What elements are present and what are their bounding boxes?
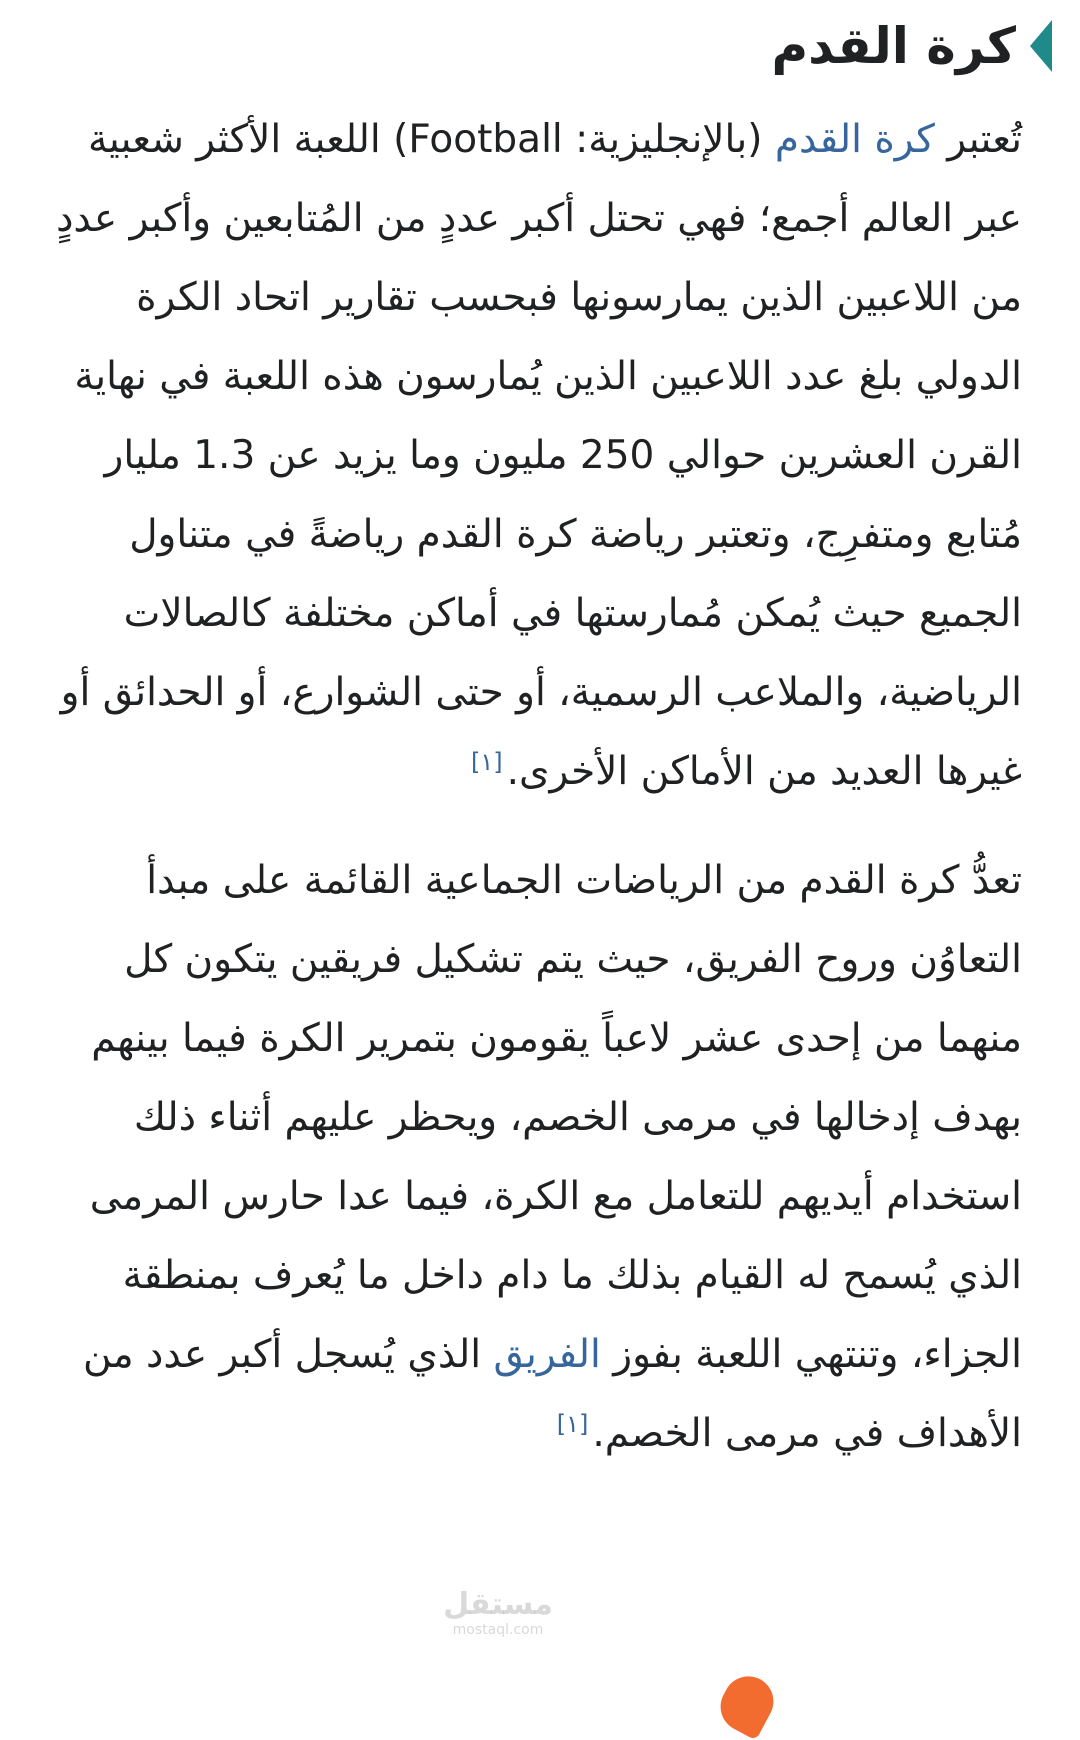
paragraph-1-lead: تُعتبر (934, 117, 1022, 162)
team-link[interactable]: الفريق (493, 1332, 601, 1377)
paragraph-2 (52, 841, 1022, 1473)
section-heading[interactable] (52, 12, 1022, 80)
paragraph-1 (52, 100, 1022, 811)
reference-1-link[interactable]: [١] (470, 748, 503, 776)
watermark-arabic: مستقل (443, 1587, 553, 1622)
caret-left-icon[interactable] (1030, 20, 1052, 72)
section-title: كرة القدم (771, 17, 1016, 75)
paragraph-2-lead: تعدُّ كرة القدم من الرياضات الجماعية القائمة على مبدأ التعاوُن وروح الفريق، حيث يتم تشكيل فريقين يتكون كل منهما من إحدى عشر لاعباً يقومون بتمرير الكرة فيما بينهم بهدف إدخالها في مرمى الخصم، ويحظر عليهم أثناء ذلك استخدام أيديهم للتعامل مع الكرة، فيما عدا حارس المرمى الذي يُسمح له القيام بذلك ما دام داخل ما يُعرف بمنطقة الجزاء، وتنتهي اللعبة بفوز (89, 858, 1022, 1377)
paragraph-2-tail: الذي يُسجل أكبر عدد من الأهداف في مرمى الخصم. (83, 1332, 1022, 1456)
watermark-latin: mostaql.com (452, 1622, 544, 1638)
reference-2-link[interactable]: [١] (556, 1410, 589, 1438)
football-link[interactable]: كرة القدم (774, 117, 935, 162)
paragraph-1-body: (بالإنجليزية: Football) اللعبة الأكثر شعبية عبر العالم أجمع؛ فهي تحتل أكبر عددٍ من المُتابعين وأكبر عددٍ من اللاعبين الذين يمارسونها فبحسب تقارير اتحاد الكرة الدولي بلغ عدد اللاعبين الذين يُمارسون هذه اللعبة في نهاية القرن العشرين حوالي 250 مليون وما يزيد عن 1.3 مليار مُتابع ومتفرِج، وتعتبر رياضة كرة القدم رياضةً في متناول الجميع حيث يُمكن مُمارستها في أماكن مختلفة كالصالات الرياضية، والملاعب الرسمية، أو حتى الشوارع، أو الحدائق أو غيرها العديد من الأماكن الأخرى. (56, 117, 1022, 794)
